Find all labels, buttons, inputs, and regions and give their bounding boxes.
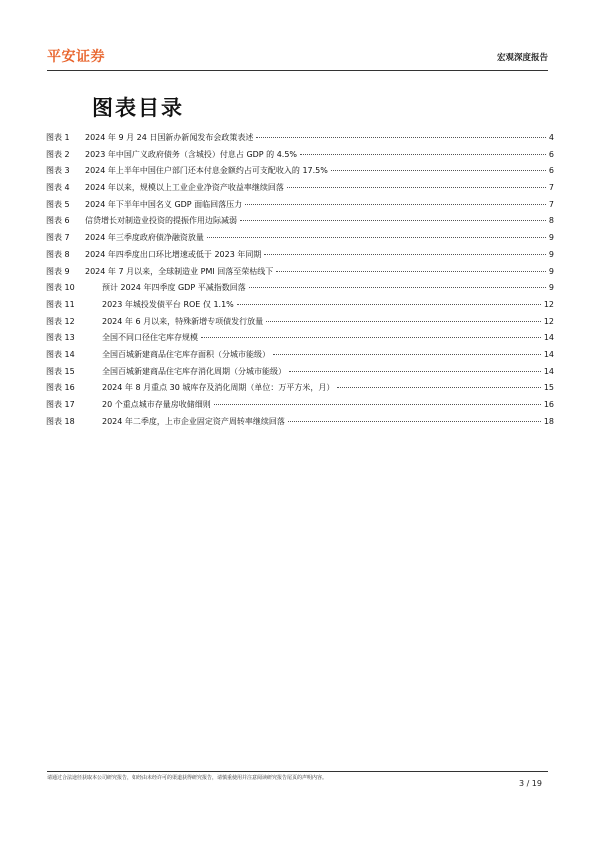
toc-entry[interactable] (46, 163, 554, 180)
toc-dot-leader (331, 170, 546, 171)
toc-entry-text: 20 个重点城市存量房收储细则 (102, 400, 211, 409)
toc-entry-label: 图表 11 (46, 299, 75, 309)
toc-entry-text: 2024 年四季度出口环比增速或低于 2023 年同期 (85, 249, 262, 259)
toc-entry-text: 预计 2024 年四季度 GDP 平减指数回落 (102, 283, 246, 293)
toc-entry-label: 图表 6 (46, 216, 70, 226)
toc-entry-text: 2023 年中国广义政府债务（含城投）付息占 GDP 的 4.5% (85, 149, 298, 159)
toc-entry-label: 图表 2 (46, 149, 70, 159)
toc-entry-text: 2024 年以来，规模以上工业企业净资产收益率继续回落 (85, 183, 284, 193)
footer-disclaimer: 请通过合法途径获取本公司研究报告，如经由未经许可的渠道获得研究报告，请慎重使用并注意阅读研究报告尾页的声明内容。 (47, 775, 328, 781)
toc-entry-text: 2024 年上半年中国住户部门还本付息金额约占可支配收入的 17.5% (85, 166, 328, 176)
toc-entry-page: 16 (543, 400, 554, 409)
toc-dot-leader (266, 321, 541, 322)
toc-entry-page: 6 (548, 149, 554, 159)
toc-dot-leader (337, 387, 540, 388)
toc-entry-text: 全国百城新建商品住宅库存面积（分城市能级） (102, 349, 270, 359)
toc-entry-label: 图表 14 (46, 349, 75, 359)
toc-entry-text: 2023 年城投发债平台 ROE 仅 1.1% (102, 299, 234, 309)
toc-entry-text: 全国百城新建商品住宅库存消化周期（分城市能级） (102, 366, 286, 376)
toc-dot-leader (287, 187, 546, 188)
toc-dot-leader (276, 271, 546, 272)
toc-entry-label: 图表 12 (46, 316, 75, 326)
toc-dot-leader (237, 304, 541, 305)
toc-entry[interactable] (46, 397, 554, 414)
toc-entry-text: 2024 年下半年中国名义 GDP 面临回落压力 (85, 199, 243, 209)
toc-entry-page: 14 (543, 366, 554, 376)
toc-entry-label: 图表 16 (46, 383, 75, 393)
toc-entry[interactable] (46, 414, 554, 431)
toc-entry[interactable] (46, 264, 554, 281)
brand-logo: 平安证券 (47, 49, 105, 65)
toc-entry-label: 图表 10 (46, 283, 75, 293)
page-number: 3 / 19 (518, 779, 542, 788)
toc-entry[interactable] (46, 197, 554, 214)
toc-entry-label: 图表 15 (46, 366, 75, 376)
toc-entry-page: 9 (548, 283, 554, 293)
toc-dot-leader (289, 371, 541, 372)
toc-entry-page: 15 (543, 383, 554, 393)
toc-entry-text: 2024 年 8 月重点 30 城库存及消化周期（单位：万平方米，月） (102, 383, 335, 393)
toc-entry-page: 14 (543, 333, 554, 343)
toc-entry-label: 图表 7 (46, 233, 70, 243)
toc-entry-page: 9 (548, 249, 554, 259)
toc-entry-page: 4 (548, 133, 554, 142)
toc-dot-leader (207, 237, 546, 238)
toc-entry-text: 2024 年二季度，上市企业固定资产周转率继续回落 (102, 416, 285, 426)
toc-entry-text: 2024 年 6 月以来，特殊新增专项债发行放量 (102, 316, 264, 326)
toc-entry-label: 图表 8 (46, 249, 70, 259)
toc-entry[interactable] (46, 380, 554, 397)
toc-entry-label: 图表 4 (46, 183, 70, 193)
toc-entry-page: 9 (548, 266, 554, 276)
toc-entry-text: 2024 年 9 月 24 日国新办新闻发布会政策表述 (85, 133, 254, 142)
toc-dot-leader (288, 421, 541, 422)
toc-entry-label: 图表 9 (46, 266, 70, 276)
toc-entry[interactable] (46, 364, 554, 381)
report-type-label: 宏观深度报告 (496, 53, 548, 63)
toc-entry[interactable] (46, 297, 554, 314)
toc-entry-page: 12 (543, 299, 554, 309)
toc-entry-label: 图表 18 (46, 416, 75, 426)
toc-entry-page: 7 (548, 183, 554, 193)
toc-entry-page: 8 (548, 216, 554, 226)
toc-entry[interactable] (46, 330, 554, 347)
toc-dot-leader (264, 254, 546, 255)
toc-entry-page: 6 (548, 166, 554, 176)
toc-dot-leader (245, 204, 546, 205)
toc-dot-leader (201, 337, 541, 338)
toc-title: 图表目录 (92, 96, 184, 120)
toc-entry[interactable] (46, 180, 554, 197)
toc-entry-label: 图表 17 (46, 400, 75, 409)
toc-entry[interactable] (46, 280, 554, 297)
toc-entry-label: 图表 1 (46, 133, 70, 142)
toc-entry[interactable] (46, 247, 554, 264)
toc-dot-leader (249, 287, 546, 288)
toc-entry[interactable] (46, 147, 554, 164)
toc-entry-page: 14 (543, 349, 554, 359)
toc-entry[interactable] (46, 130, 554, 147)
toc-entry-label: 图表 13 (46, 333, 75, 343)
toc-dot-leader (214, 404, 541, 405)
toc-entry[interactable] (46, 347, 554, 364)
toc-dot-leader (300, 154, 546, 155)
toc-entry[interactable] (46, 314, 554, 331)
toc-entry-page: 7 (548, 199, 554, 209)
page-header (47, 46, 548, 71)
toc-entry-page: 18 (543, 416, 554, 426)
toc-entry-text: 2024 年 7 月以来，全球制造业 PMI 回落至荣枯线下 (85, 266, 274, 276)
toc-entry-page: 9 (548, 233, 554, 243)
toc-list (46, 130, 554, 430)
toc-entry-text: 2024 年三季度政府债净融资放量 (85, 233, 204, 243)
toc-entry-text: 信贷增长对制造业投资的提振作用边际减弱 (85, 216, 237, 226)
toc-entry-page: 12 (543, 316, 554, 326)
toc-dot-leader (256, 137, 546, 138)
toc-dot-leader (240, 220, 546, 221)
toc-entry-text: 全国不同口径住宅库存规模 (102, 333, 198, 343)
toc-dot-leader (273, 354, 541, 355)
toc-entry-label: 图表 3 (46, 166, 70, 176)
toc-entry-label: 图表 5 (46, 199, 70, 209)
toc-entry[interactable] (46, 230, 554, 247)
footer-divider (47, 771, 548, 772)
toc-entry[interactable] (46, 213, 554, 230)
